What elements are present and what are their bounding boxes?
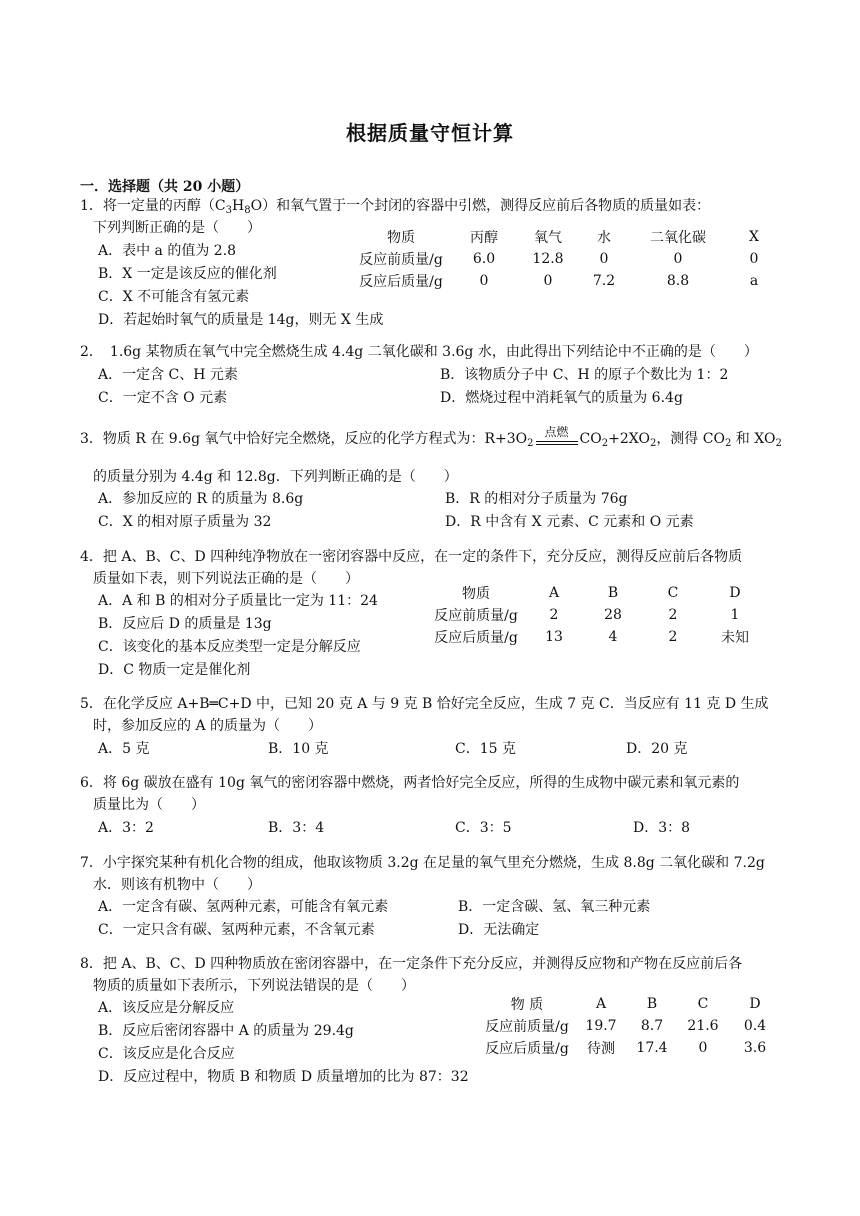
table-cell: 反应后质量/g	[359, 274, 443, 290]
table-cell: 0	[673, 251, 683, 267]
q4-option-c: C．该变化的基本反应类型一定是分解反应	[98, 639, 361, 655]
table-cell: 二氧化碳	[650, 230, 706, 246]
q5-option-a: A．5 克	[98, 741, 150, 757]
table-cell: 2	[668, 607, 678, 623]
table-cell: 28	[604, 607, 622, 623]
table-cell: 4	[608, 629, 618, 645]
q1-data-table	[355, 226, 785, 292]
q1-option-b: B．X 一定是该反应的催化剂	[98, 266, 277, 282]
q3-stem-line2: 的质量分别为 4.4g 和 12.8g．下列判断正确的是（ ）	[93, 469, 458, 485]
table-cell: 8.7	[640, 1018, 664, 1034]
table-cell: a	[749, 273, 759, 289]
q7-stem-line2: 水．则该有机物中（ ）	[93, 877, 261, 893]
q5-option-b: B．10 克	[268, 741, 329, 757]
table-cell: C	[667, 585, 679, 601]
table-cell: 反应后质量/g	[434, 630, 518, 646]
table-cell: 19.7	[585, 1018, 617, 1034]
table-cell: 反应前质量/g	[359, 252, 443, 268]
q5-option-c: C．15 克	[455, 741, 516, 757]
q7-option-b: B．一定含碳、氢、氧三种元素	[458, 899, 651, 915]
q3-sub: 2	[775, 438, 782, 449]
table-header-row	[480, 993, 780, 1015]
q7-option-a: A．一定含有碳、氢两种元素，可能含有氧元素	[98, 899, 389, 915]
q3-stem-part: ，测得 CO	[656, 431, 725, 447]
q8-option-d: D．反应过程中，物质 B 和物质 D 质量增加的比为 87：32	[98, 1069, 469, 1085]
section-heading: 一．选择题（共 20 小题）	[80, 179, 250, 195]
q1-stem-line2: 下列判断正确的是（ ）	[93, 220, 261, 236]
table-cell: B	[607, 585, 619, 601]
q6-option-d: D．3：8	[633, 820, 691, 836]
q3-option-b: B．R 的相对分子质量为 76g	[445, 491, 628, 507]
table-cell: 7.2	[592, 273, 616, 289]
q4-stem: 4．把 A、B、C、D 四种纯净物放在一密闭容器中反应，在一定的条件下，充分反应，测得反应前后各物质	[80, 549, 743, 565]
table-cell: 6.0	[472, 251, 496, 267]
q3-option-d: D．R 中含有 X 元素、C 元素和 O 元素	[445, 514, 694, 530]
q2-stem: 2． 1.6g 某物质在氧气中完全燃烧生成 4.4g 二氧化碳和 3.6g 水，由此得出下列结论中不正确的是（ ）	[80, 344, 758, 360]
table-cell: 反应后质量/g	[485, 1041, 569, 1057]
table-cell: A	[548, 585, 560, 601]
table-row	[430, 626, 764, 648]
q8-stem: 8．把 A、B、C、D 四种物质放在密闭容器中，在一定条件下充分反应，并测得反应物和产物在反应前后各	[80, 956, 743, 972]
q8-option-a: A．该反应是分解反应	[98, 1000, 235, 1016]
q7-stem: 7．小宇探究某种有机化合物的组成，他取该物质 3.2g 在足量的氧气里充分燃烧，生成 8.8g 二氧化碳和 7.2g	[80, 855, 765, 871]
table-cell: 2	[668, 629, 678, 645]
table-cell: 0	[749, 251, 759, 267]
table-row	[480, 1015, 780, 1037]
q1-stem	[80, 196, 710, 216]
table-header-row	[430, 582, 764, 604]
table-cell: 0	[698, 1040, 708, 1056]
q1-option-d: D．若起始时氧气的质量是 14g，则无 X 生成	[98, 312, 384, 328]
table-cell: 未知	[721, 630, 749, 646]
table-cell: 0	[479, 273, 489, 289]
table-cell: 丙醇	[470, 230, 498, 246]
table-cell: 8.8	[666, 273, 690, 289]
equals-line	[536, 441, 578, 442]
q3-stem	[80, 425, 782, 449]
q6-option-c: C．3：5	[455, 820, 512, 836]
q3-option-c: C．X 的相对原子质量为 32	[98, 514, 272, 530]
q6-stem: 6．将 6g 碳放在盛有 10g 氧气的密闭容器中燃烧，两者恰好完全反应，所得的生成物中碳元素和氧元素的	[80, 775, 740, 791]
q3-sub: 2	[649, 438, 657, 449]
q3-option-a: A．参加反应的 R 的质量为 8.6g	[98, 491, 304, 507]
table-row	[355, 248, 785, 270]
q8-stem-line2: 物质的质量如下表所示，下列说法错误的是（ ）	[93, 978, 415, 994]
table-cell: 0.4	[743, 1018, 767, 1034]
table-cell: 反应前质量/g	[485, 1019, 569, 1035]
q5-stem: 5．在化学反应 A+B═C+D 中，已知 20 克 A 与 9 克 B 恰好完全反应，生成 7 克 C．当反应有 11 克 D 生成	[80, 696, 769, 712]
table-cell: C	[697, 996, 709, 1012]
q1-stem-part: H	[232, 198, 245, 214]
q3-stem-part: 3．物质 R 在 9.6g 氧气中恰好完全燃烧，反应的化学方程式为：R+3O	[80, 431, 528, 447]
q1-sub: 8	[244, 205, 251, 216]
q1-sub: 3	[225, 205, 232, 216]
table-cell: D	[729, 585, 741, 601]
q4-option-a: A．A 和 B 的相对分子质量比一定为 11：24	[98, 593, 378, 609]
q4-data-table	[430, 582, 764, 648]
q3-sub: 2	[527, 438, 534, 449]
table-cell: 12.8	[532, 251, 564, 267]
table-cell: A	[595, 996, 607, 1012]
table-cell: 2	[549, 607, 559, 623]
q3-stem-part: CO	[579, 431, 602, 447]
table-cell: 13	[545, 629, 563, 645]
q3-sub: 2	[601, 438, 609, 449]
table-row	[480, 1037, 780, 1059]
table-cell: B	[646, 996, 658, 1012]
table-cell: D	[749, 996, 761, 1012]
table-cell: 水	[597, 230, 611, 246]
q1-stem-part: O）和氧气置于一个封闭的容器中引燃，测得反应前后各物质的质量如表：	[250, 198, 711, 214]
equals-line	[536, 444, 578, 445]
q3-sub: 2	[724, 438, 732, 449]
q7-option-d: D．无法确定	[458, 922, 540, 938]
table-header-row	[355, 226, 785, 248]
q8-option-b: B．反应后密闭容器中 A 的质量为 29.4g	[98, 1023, 354, 1039]
q2-option-c: C．一定不含 O 元素	[98, 390, 228, 406]
table-cell: 待测	[587, 1041, 615, 1057]
q2-option-b: B．该物质分子中 C、H 的原子个数比为 1：2	[440, 367, 729, 383]
condition-label: 点燃	[544, 425, 569, 439]
q4-option-d: D．C 物质一定是催化剂	[98, 662, 251, 678]
q7-option-c: C．一定只含有碳、氢两种元素，不含氧元素	[98, 922, 375, 938]
table-cell: 反应前质量/g	[434, 608, 518, 624]
table-cell: 3.6	[743, 1040, 767, 1056]
q8-data-table	[480, 993, 780, 1059]
table-cell: 1	[730, 607, 740, 623]
q1-option-a: A．表中 a 的值为 2.8	[98, 243, 237, 259]
q1-option-c: C．X 不可能含有氢元素	[98, 289, 250, 305]
table-cell: 物 质	[510, 997, 544, 1013]
q6-option-a: A．3：2	[98, 820, 154, 836]
q6-stem-line2: 质量比为（ ）	[93, 797, 205, 813]
q3-stem-part: 和 XO	[731, 431, 776, 447]
q5-stem-line2: 时，参加反应的 A 的质量为（ ）	[93, 718, 323, 734]
table-cell: X	[749, 229, 759, 245]
table-cell: 氧气	[534, 230, 562, 246]
q2-option-d: D．燃烧过程中消耗氧气的质量为 6.4g	[440, 390, 683, 406]
table-cell: 0	[543, 273, 553, 289]
table-cell: 21.6	[687, 1018, 719, 1034]
table-cell: 17.4	[636, 1040, 668, 1056]
q2-option-a: A．一定含 C、H 元素	[98, 367, 238, 383]
q4-stem-line2: 质量如下表，则下列说法正确的是（ ）	[93, 571, 359, 587]
q1-stem-part: 1．将一定量的丙醇（C	[80, 198, 226, 214]
table-cell: 0	[599, 251, 609, 267]
q6-option-b: B．3：4	[268, 820, 325, 836]
table-row	[355, 270, 785, 292]
page-title: 根据质量守恒计算	[346, 121, 514, 145]
table-row	[430, 604, 764, 626]
reaction-condition	[534, 425, 580, 449]
q4-option-b: B．反应后 D 的质量是 13g	[98, 616, 272, 632]
q3-stem-part: +2XO	[608, 431, 650, 447]
table-cell: 物质	[462, 586, 490, 602]
table-cell: 物质	[387, 230, 415, 246]
q5-option-d: D．20 克	[626, 741, 688, 757]
q8-option-c: C．该反应是化合反应	[98, 1046, 235, 1062]
